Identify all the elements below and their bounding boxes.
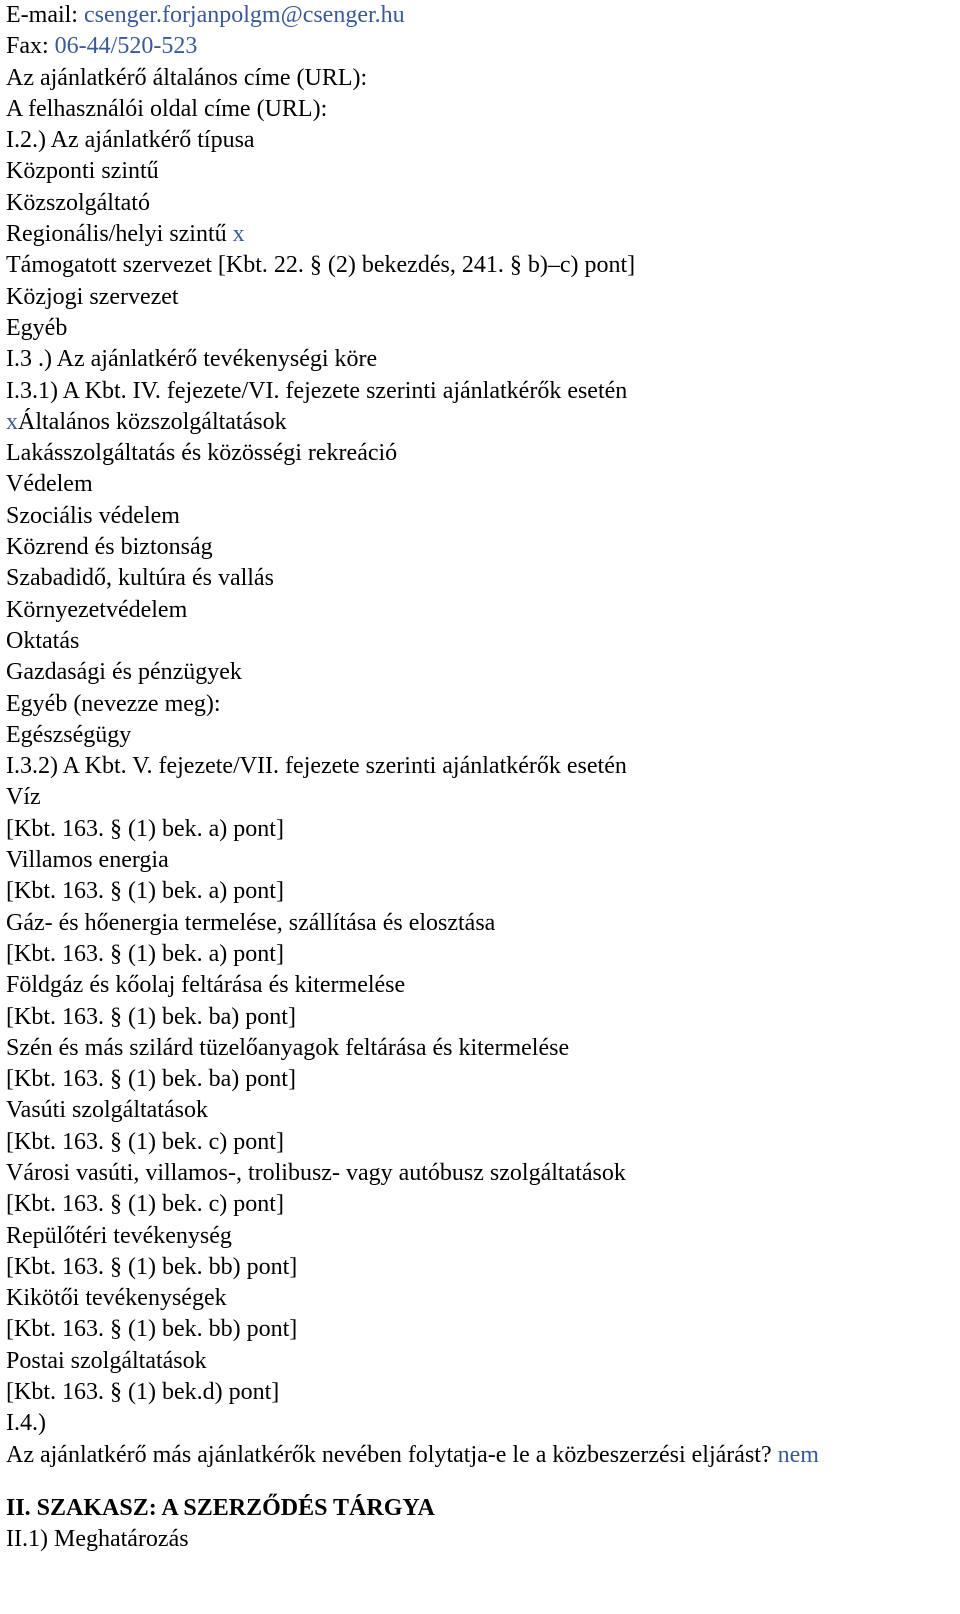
- utility-reference: [Kbt. 163. § (1) bek. bb) pont]: [6, 1316, 298, 1343]
- activity-item: Szabadidő, kultúra és vallás: [6, 565, 274, 592]
- behalf-question: Az ajánlatkérő más ajánlatkérők nevében folytatja-e le a közbeszerzési eljárást?: [6, 1441, 778, 1468]
- utility-reference: [Kbt. 163. § (1) bek. ba) pont]: [6, 1066, 296, 1093]
- utility-reference: [Kbt. 163. § (1) bek. c) pont]: [6, 1191, 284, 1218]
- type-item-selected: [6, 219, 960, 250]
- type-item: Közszolgáltató: [6, 189, 150, 216]
- selected-mark: x: [6, 408, 18, 435]
- utility-reference: [Kbt. 163. § (1) bek.d) pont]: [6, 1379, 280, 1406]
- selected-mark: x: [232, 221, 245, 248]
- utility-reference: [Kbt. 163. § (1) bek. c) pont]: [6, 1128, 284, 1155]
- activity-item: Egészségügy: [6, 721, 132, 748]
- activity-item: Lakásszolgáltatás és közösségi rekreáció: [6, 440, 398, 467]
- activity-item: Környezetvédelem: [6, 596, 188, 623]
- utility-item: Kikötői tevékenységek: [6, 1285, 227, 1312]
- email-label: E-mail:: [6, 2, 84, 28]
- fax-label: Fax:: [6, 33, 55, 60]
- general-url-label: Az ajánlatkérő általános címe (URL):: [6, 64, 368, 91]
- fax-line: [6, 31, 960, 62]
- activity-sub1-title: I.3.1) A Kbt. IV. fejezete/VI. fejezete szerinti ajánlatkérők esetén: [6, 377, 628, 404]
- activity-item-selected: [6, 407, 960, 438]
- activity-item: Oktatás: [6, 627, 80, 654]
- section-two-subtitle: II.1) Meghatározás: [6, 1526, 189, 1553]
- behalf-section-title: I.4.): [6, 1410, 46, 1437]
- activity-section-title: I.3 .) Az ajánlatkérő tevékenységi köre: [6, 346, 378, 373]
- email-line: [6, 0, 960, 31]
- activity-item: Egyéb (nevezze meg):: [6, 690, 221, 717]
- utility-item: Repülőtéri tevékenység: [6, 1222, 232, 1249]
- activity-item: Közrend és biztonság: [6, 534, 213, 561]
- type-section-title: I.2.) Az ajánlatkérő típusa: [6, 127, 255, 154]
- activity-sub2-title: I.3.2) A Kbt. V. fejezete/VII. fejezete szerinti ajánlatkérők esetén: [6, 753, 627, 780]
- utility-reference: [Kbt. 163. § (1) bek. a) pont]: [6, 815, 284, 842]
- fax-value: 06-44/520-523: [54, 33, 198, 60]
- utility-item: Postai szolgáltatások: [6, 1347, 207, 1374]
- type-item-label: Regionális/helyi szintű: [6, 221, 233, 248]
- utility-reference: [Kbt. 163. § (1) bek. ba) pont]: [6, 1003, 296, 1030]
- type-item: Közjogi szervezet: [6, 283, 179, 310]
- section-two-heading: II. SZAKASZ: A SZERZŐDÉS TÁRGYA: [6, 1494, 435, 1521]
- activity-item: Szociális védelem: [6, 502, 180, 529]
- utility-item: Szén és más szilárd tüzelőanyagok feltárása és kitermelése: [6, 1034, 570, 1061]
- type-item: Támogatott szervezet [Kbt. 22. § (2) bekezdés, 241. § b)–c) pont]: [6, 252, 636, 279]
- utility-reference: [Kbt. 163. § (1) bek. a) pont]: [6, 878, 284, 905]
- activity-item: Védelem: [6, 471, 93, 498]
- utility-item: Víz: [6, 784, 41, 811]
- utility-item: Városi vasúti, villamos-, trolibusz- vagy autóbusz szolgáltatások: [6, 1159, 626, 1186]
- utility-item: Gáz- és hőenergia termelése, szállítása és elosztása: [6, 909, 496, 936]
- user-page-url-label: A felhasználói oldal címe (URL):: [6, 95, 328, 122]
- type-item: Központi szintű: [6, 158, 159, 185]
- utility-item: Villamos energia: [6, 847, 169, 874]
- utility-reference: [Kbt. 163. § (1) bek. bb) pont]: [6, 1253, 298, 1280]
- utility-item: Vasúti szolgáltatások: [6, 1097, 208, 1124]
- behalf-question-line: [6, 1440, 960, 1471]
- activity-item: Gazdasági és pénzügyek: [6, 659, 242, 686]
- activity-item-label: Általános közszolgáltatások: [18, 408, 287, 435]
- type-item: Egyéb: [6, 314, 68, 341]
- utility-item: Földgáz és kőolaj feltárása és kitermelése: [6, 972, 406, 999]
- behalf-answer: nem: [777, 1441, 819, 1468]
- email-link[interactable]: csenger.forjanpolgm@csenger.hu: [83, 2, 405, 28]
- utility-reference: [Kbt. 163. § (1) bek. a) pont]: [6, 940, 284, 967]
- section-spacer: [6, 1471, 960, 1493]
